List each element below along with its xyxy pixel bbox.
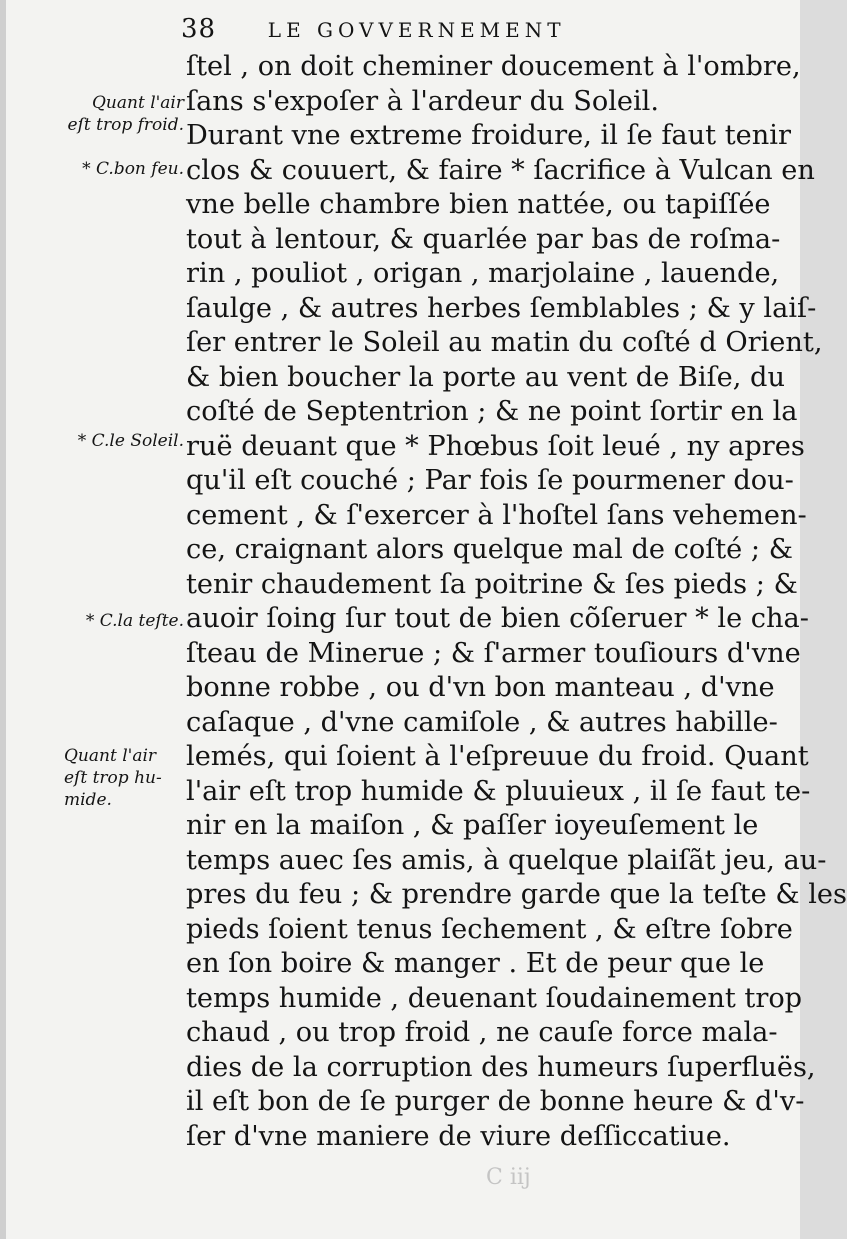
text-line: Durant vne extreme froidure, il ſe faut tenir	[186, 120, 791, 151]
text-line: ruë deuant que * Phœbus ſoit leué , ny apres	[186, 430, 805, 462]
margin-note-good-fire: * C.bon feu.	[82, 159, 184, 179]
margin-note-sun: * C.le Soleil.	[77, 431, 184, 451]
text-line: lemés, qui ſoient à l'eſpreuue du froid. Quant	[186, 741, 809, 772]
text-line: ſer d'vne maniere de viure deſſiccatiue.	[186, 1120, 731, 1152]
text-line: ſans s'expoſer à l'ardeur du Soleil.	[186, 85, 660, 117]
text-line: ſaulge , & autres herbes ſemblables ; & y laiſ-	[186, 292, 817, 324]
text-line: en ſon boire & manger . Et de peur que le	[186, 948, 765, 979]
text-line: ſer entrer le Soleil au matin du coſté d Orient,	[186, 327, 823, 358]
text-line: ſteau de Mineruе ; & ſ'armer touſiours d'vne	[186, 637, 801, 669]
text-line: cement , & ſ'exercer à l'hoſtel ſans vehemen-	[186, 499, 807, 531]
text-line: tenir chaudement ſa poitrine & ſes pieds ; &	[186, 568, 798, 600]
text-line: pieds ſoient tenus ſechement , & eſtre ſobre	[186, 913, 793, 945]
text-line: qu'il eſt couché ; Par fois ſe pourmener dou-	[186, 465, 794, 496]
text-line: temps auec ſes amis, à quelque plaiſãt jeu, au-	[186, 844, 827, 876]
text-line: l'air eſt trop humide & pluuieux , il ſe faut te-	[186, 775, 811, 807]
text-line: clos & couuert, & faire * ſacrifice à Vulcan en	[186, 154, 815, 186]
text-line: bonne robbe , ou d'vn bon manteau , d'vne	[186, 672, 775, 703]
text-line: coſté de Septentrion ; & ne point ſortir en la	[186, 396, 798, 427]
text-line: rin , pouliot , origan , marjolaine , lauende,	[186, 258, 780, 289]
text-line: temps humide , deuenant ſoudainement trop	[186, 982, 803, 1014]
text-line: ſtel , on doit cheminer doucement à l'ombre,	[186, 51, 801, 82]
running-head: LE GOVVERNEMENT	[267, 18, 566, 42]
margin-note-humid-air: Quant l'air eſt trop hu- mide.	[64, 746, 162, 810]
margin-note-cold-air: Quant l'air eſt trop froid.	[67, 93, 184, 135]
text-line: & bien boucher la porte au vent de Biſe, du	[186, 361, 785, 393]
text-line: vne belle chambre bien nattée, ou tapiſſée	[186, 189, 771, 220]
page-header	[181, 14, 781, 45]
text-line: tout à lentour, & quarlée par bas de roſma-	[186, 223, 781, 255]
page-number: 38	[181, 14, 217, 44]
signature-mark: C iij	[486, 1165, 531, 1190]
margin-note-head: * C.la teſte.	[85, 611, 184, 631]
text-line: chaud , ou trop froid , ne cauſe force mala-	[186, 1017, 778, 1048]
text-line: il eſt bon de ſe purger de bonne heure & d'v-	[186, 1086, 805, 1117]
body-text	[186, 50, 847, 1154]
text-line: nir en la maiſon , & paſſer ioyeuſement le	[186, 810, 759, 841]
text-line: dies de la corruption des humeurs ſuperfluës,	[186, 1051, 816, 1083]
text-line: auoir ſoing ſur tout de bien cõſeruer * le cha-	[186, 603, 809, 634]
text-line: pres du feu ; & prendre garde que la teſte & les	[186, 879, 847, 910]
text-line: ce, craignant alors quelque mal de coſté ; &	[186, 534, 793, 565]
text-line: caſaque , d'vne camiſole , & autres habille-	[186, 706, 778, 738]
